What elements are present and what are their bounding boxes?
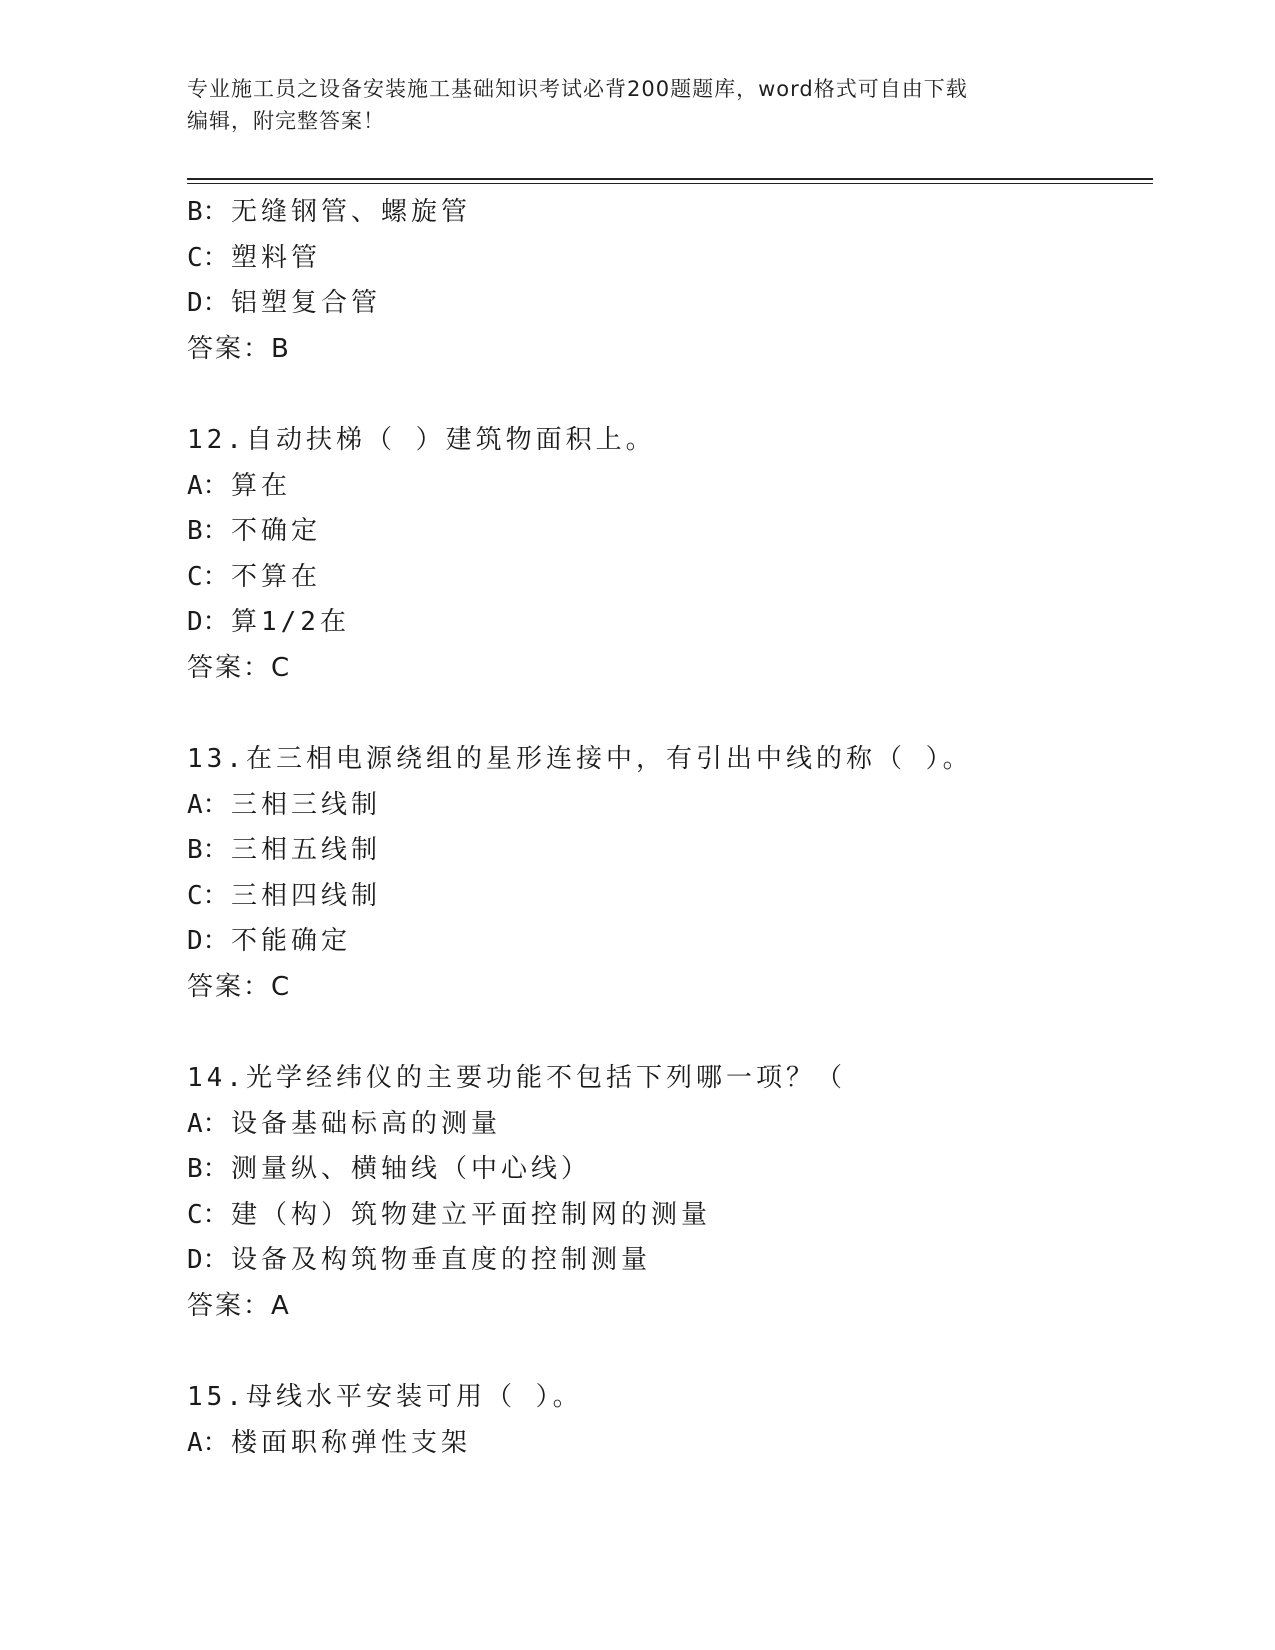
option-label: D： xyxy=(187,607,229,637)
option-c xyxy=(187,236,1153,282)
option-label: D： xyxy=(187,288,229,318)
question-spacer xyxy=(187,1329,1153,1375)
question-spacer xyxy=(187,1010,1153,1056)
option-d xyxy=(187,1238,1153,1284)
option-b xyxy=(187,828,1153,874)
option-a xyxy=(187,1421,1153,1467)
question-stem: 14.光学经纬仪的主要功能不包括下列哪一项？（ xyxy=(187,1063,846,1093)
option-text: 设备及构筑物垂直度的控制测量 xyxy=(231,1245,652,1275)
answer-line: 答案：C xyxy=(187,971,292,1002)
document-header xyxy=(187,73,1067,137)
option-b xyxy=(187,509,1153,555)
option-text: 铝塑复合管 xyxy=(231,288,382,318)
option-b xyxy=(187,1147,1153,1193)
option-label: B： xyxy=(187,197,229,227)
option-a xyxy=(187,1102,1153,1148)
option-label: C： xyxy=(187,880,229,911)
option-c xyxy=(187,1193,1153,1239)
option-text: 三相三线制 xyxy=(231,789,382,820)
option-d xyxy=(187,919,1153,965)
option-label: C： xyxy=(187,242,229,273)
option-label: C： xyxy=(187,1199,229,1230)
option-text: 算1/2在 xyxy=(231,607,350,637)
option-text: 不算在 xyxy=(231,561,322,592)
option-label: A： xyxy=(187,470,229,501)
answer-line: 答案：A xyxy=(187,1290,291,1321)
option-text: 塑料管 xyxy=(231,242,322,273)
option-text: 设备基础标高的测量 xyxy=(231,1108,502,1139)
option-text: 算在 xyxy=(231,470,292,501)
question-stem: 13.在三相电源绕组的星形连接中，有引出中线的称（ ）。 xyxy=(187,744,973,774)
question-spacer xyxy=(187,691,1153,737)
header-divider-thick xyxy=(187,178,1153,180)
option-label: B： xyxy=(187,835,229,865)
option-text: 不能确定 xyxy=(231,926,352,956)
option-text: 楼面职称弹性支架 xyxy=(231,1427,472,1458)
header-line-1: 专业施工员之设备安装施工基础知识考试必背200题题库，word格式可自由下载 xyxy=(187,77,968,101)
option-label: C： xyxy=(187,561,229,592)
option-b xyxy=(187,190,1153,236)
answer-line: 答案：C xyxy=(187,652,292,683)
option-a xyxy=(187,464,1153,510)
option-text: 无缝钢管、螺旋管 xyxy=(231,197,472,227)
option-text: 三相五线制 xyxy=(231,835,382,865)
option-label: A： xyxy=(187,1108,229,1139)
option-c xyxy=(187,874,1153,920)
answer-line: 答案：B xyxy=(187,333,291,364)
option-d xyxy=(187,600,1153,646)
question-list xyxy=(187,190,1153,1466)
option-label: B： xyxy=(187,1154,229,1184)
option-text: 测量纵、横轴线（中心线） xyxy=(231,1154,592,1184)
option-label: A： xyxy=(187,1427,229,1458)
option-text: 三相四线制 xyxy=(231,880,382,911)
question-stem: 12.自动扶梯（ ）建筑物面积上。 xyxy=(187,425,656,455)
option-text: 不确定 xyxy=(231,516,322,546)
question-spacer xyxy=(187,372,1153,418)
option-a xyxy=(187,783,1153,829)
option-c xyxy=(187,555,1153,601)
option-label: A： xyxy=(187,789,229,820)
option-d xyxy=(187,281,1153,327)
question-stem: 15.母线水平安装可用（ ）。 xyxy=(187,1382,583,1412)
option-label: D： xyxy=(187,926,229,956)
option-label: B： xyxy=(187,516,229,546)
option-text: 建（构）筑物建立平面控制网的测量 xyxy=(231,1199,712,1230)
header-divider-thin xyxy=(187,183,1153,184)
option-label: D： xyxy=(187,1245,229,1275)
header-line-2: 编辑，附完整答案！ xyxy=(187,109,385,133)
